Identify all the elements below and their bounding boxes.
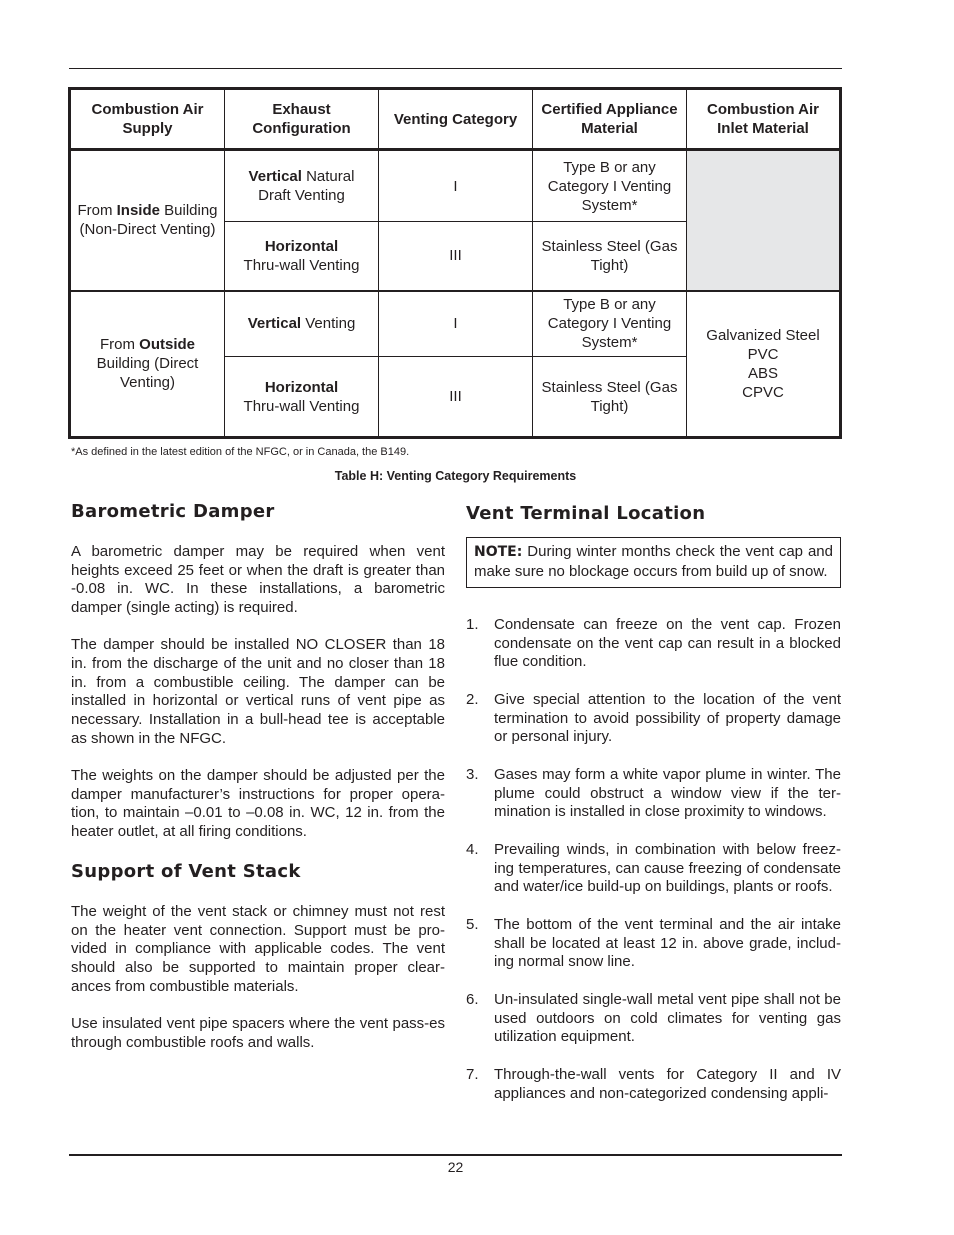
right-column bbox=[466, 505, 841, 1122]
table-caption: Table H: Venting Category Requirements bbox=[334, 469, 577, 483]
vent-terminal-list bbox=[466, 616, 841, 1104]
support-of-vent-stack-heading: Support of Vent Stack bbox=[71, 860, 301, 882]
paragraph: The weight of the vent stack or chimney must not rest on the heater vent connection. Support must be pro-vided in compliance with applicable codes. The vent should also be supported to maintain proper clear-ances from combustible materials. bbox=[71, 902, 445, 995]
material-cell: Stainless Steel (Gas Tight) bbox=[533, 357, 687, 438]
exhaust-cell: Horizontal Thru-wall Venting bbox=[225, 357, 379, 438]
exhaust-cell: Horizontal Thru-wall Venting bbox=[225, 222, 379, 291]
header-combustion-air-supply: Combustion Air Supply bbox=[70, 89, 225, 150]
exhaust-cell: Vertical Natural Draft Venting bbox=[225, 150, 379, 222]
paragraph: The damper should be installed NO CLOSER than 18 in. from the discharge of the unit and no closer than 18 in. from a combustible ceiling. The damper can be installed in horizontal or vertical runs of vent pipe as necessary. Installation in a bull-head tee is acceptable as shown in the NFGC. bbox=[71, 635, 445, 747]
material-cell: Stainless Steel (Gas Tight) bbox=[533, 222, 687, 291]
inlet-material-cell: Galvanized Steel PVC ABS CPVC bbox=[687, 291, 841, 438]
category-cell: III bbox=[379, 357, 533, 438]
vent-terminal-location-heading: Vent Terminal Location bbox=[466, 503, 706, 524]
paragraph: Use insulated vent pipe spacers where the vent pass-es through combustible roofs and walls. bbox=[71, 1014, 445, 1051]
table-footnote: *As defined in the latest edition of the NFGC, or in Canada, the B149. bbox=[71, 446, 410, 458]
barometric-damper-heading: Barometric Damper bbox=[71, 501, 275, 522]
header-certified-appliance-material: Certified Appliance Material bbox=[533, 89, 687, 150]
category-cell: I bbox=[379, 150, 533, 222]
venting-category-table bbox=[68, 87, 842, 439]
bottom-rule bbox=[69, 1154, 842, 1156]
page-number: 22 bbox=[447, 1159, 464, 1175]
category-cell: III bbox=[379, 222, 533, 291]
list-item: 3. Gases may form a white vapor plume in winter. The plume could obstruct a window view if the ter-mination is installed in close proximity to windows. bbox=[466, 765, 841, 821]
note-text: During winter months check the vent cap and make sure no blockage occurs from build up of snow. bbox=[474, 542, 833, 580]
table-header-row bbox=[70, 89, 841, 150]
table-row bbox=[70, 150, 841, 222]
paragraph: The weights on the damper should be adjusted per the damper manufacturer’s instructions for proper opera-tion, to maintain –0.01 to –0.08 in. WC, 12 in. from the heater outlet, at all firing conditions. bbox=[71, 766, 445, 841]
exhaust-cell: Vertical Venting bbox=[225, 291, 379, 357]
list-item: 5. The bottom of the vent terminal and the air intake shall be located at least 12 in. above grade, includ-ing normal snow line. bbox=[466, 915, 841, 971]
header-venting-category: Venting Category bbox=[379, 89, 533, 150]
header-exhaust-configuration: Exhaust Configuration bbox=[225, 89, 379, 150]
list-item: 2. Give special attention to the location of the vent termination to avoid possibility of property damage or personal injury. bbox=[466, 690, 841, 746]
paragraph: A barometric damper may be required when vent heights exceed 25 feet or when the draft is greater than -0.08 in. WC. In these installations, a barometric damper (single acting) is required. bbox=[71, 542, 445, 617]
list-item: 6. Un-insulated single-wall metal vent pipe shall not be used outdoors on cold climates for venting gas utilization equipment. bbox=[466, 990, 841, 1046]
category-cell: I bbox=[379, 291, 533, 357]
supply-inside-cell: From Inside Building (Non-Direct Venting) bbox=[70, 150, 225, 291]
list-item: 7. Through-the-wall vents for Category II and IV appliances and non-categorized condensing appli- bbox=[466, 1065, 841, 1102]
material-cell: Type B or any Category I Venting System* bbox=[533, 150, 687, 222]
table-row bbox=[70, 291, 841, 357]
note-label: NOTE: bbox=[474, 543, 523, 560]
top-rule bbox=[69, 68, 842, 69]
inlet-material-cell-shaded bbox=[687, 150, 841, 291]
list-item: 4. Prevailing winds, in combination with below freez-ing temperatures, can cause freezing of condensate and water/ice build-up on buildings, plants or roofs. bbox=[466, 840, 841, 896]
left-column bbox=[71, 503, 445, 1052]
list-item: 1. Condensate can freeze on the vent cap. Frozen condensate on the vent cap can result in a blocked flue condition. bbox=[466, 615, 841, 671]
supply-outside-cell: From Outside Building (Direct Venting) bbox=[70, 291, 225, 438]
header-combustion-air-inlet-material: Combustion Air Inlet Material bbox=[687, 89, 841, 150]
material-cell: Type B or any Category I Venting System* bbox=[533, 291, 687, 357]
note-box bbox=[466, 537, 841, 588]
